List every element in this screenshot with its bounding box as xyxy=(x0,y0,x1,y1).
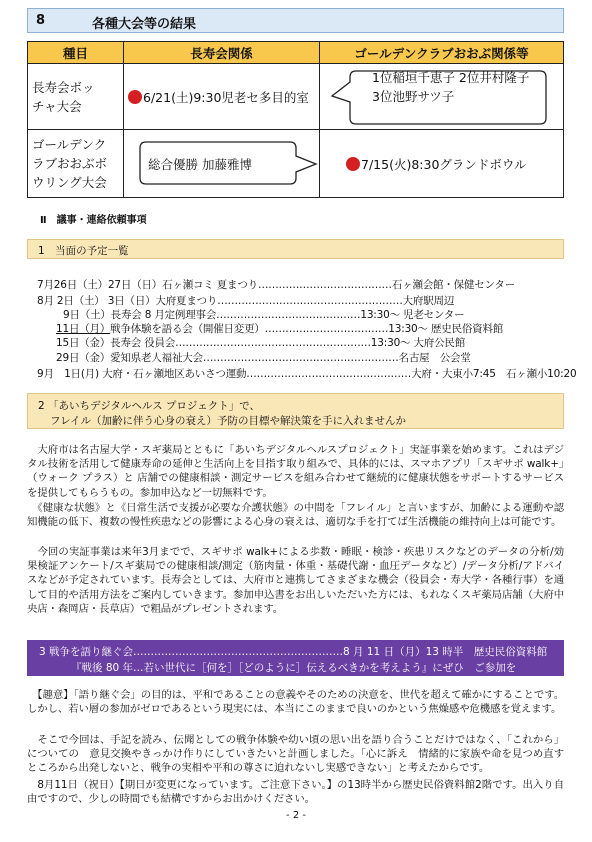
section-8-header xyxy=(27,8,564,33)
schedule-item: 9月 1日(月) 大府・石ヶ瀬地区あいさつ運動…………………………………………大府・大東小7:45 石ヶ瀬小10:20 xyxy=(37,368,577,380)
event-line: ウリング大会 xyxy=(32,175,107,190)
event-cell xyxy=(28,130,124,198)
results-table xyxy=(27,41,564,198)
chojukai-result xyxy=(128,88,309,106)
golden-result-line: 1位稲垣千恵子 2位井村隆子 xyxy=(372,70,530,85)
paragraph: そこで今回は、手記を読み、伝聞としての戦争体験や幼い頃の思い出を語り合うことだけではなく、「これから」についての 意見交換やきっかけ作りにしていきたいと計画しました。「心に訴え 情緒的に家族や命を見つめ直すところから出発しないと、戦争の実相や平和の尊さに迫れないし実感できない」と考えたからです。 xyxy=(27,734,564,775)
table-row xyxy=(28,64,564,130)
header-golden: ゴールデンクラブおおぶ関係等 xyxy=(320,42,564,64)
paragraph: 《健康な状態》と《日常生活で支援が必要な介護状態》の中間を「フレイル」と言いますが、加齢による運動や認知機能の低下、複数の慢性疾患などの影響による心身の衰えは、適切な手を打てば生活機能の維持向上は可能です。 xyxy=(27,502,564,529)
red-dot-icon xyxy=(128,90,142,104)
section-number: 8 xyxy=(36,13,46,28)
red-dot-icon xyxy=(346,157,360,171)
paragraph: 8月11日（祝日）【期日が変更になっています。ご注意下さい。】の13時半から歴史民俗資料館2階です。出入り自由ですので、少しの時間でも結構ですからお出かけください。 xyxy=(27,779,564,806)
table-row xyxy=(28,130,564,198)
chojukai-result: 総合優勝 加藤雅博 xyxy=(148,157,252,172)
subsection-3-title-line1: 3 戦争を語り継ぐ会……………………………………………………8 月 11 日（月）13 時半 歴史民俗資料館 xyxy=(39,646,548,658)
page-number: - 2 - xyxy=(286,810,306,821)
subsection-2-header xyxy=(27,393,564,429)
subsection-3-header xyxy=(27,640,564,676)
schedule-item xyxy=(56,321,503,336)
schedule-date: 11日（月） xyxy=(56,323,111,335)
paragraph: 今回の実証事業は来年3月までで、スギサポ walk+による歩数・睡眠・検診・疾患リスクなどのデータの分析/効果検証アンケート/スギ薬局での健康相談/測定（筋肉量・体重・基礎代謝・血圧データなど）/データ分析/アドバイスなどが予定されています。長寿会としては、大府市と連携してさまざまな機会（役員会・寿大学・各種行事）を通して目的や活用方法をご案内していきます。参加申込書をお出しいただいた方には、もれなくスギ薬局店舗（大府中央店・森岡店・長草店）で粗品がプレゼントされます。 xyxy=(27,546,564,615)
golden-result xyxy=(346,155,527,173)
paragraph: 大府市は名古屋大学・スギ薬局とともに「あいちデジタルヘルスプロジェクト」実証事業を始めます。これはデジタル技術を活用して健康寿命の延伸と生活向上を目指す取り組みで、具体的には、スマホアプリ「スギサポ walk+」（ウォーク プラス）と 店舗での健康相談・測定サービスを組み合わせて継続的に健康状態をサポートするサービスを提供してもらうもの。参加申込など一切無料です。 xyxy=(27,444,564,499)
event-line: 長寿会ボッ xyxy=(32,79,95,95)
chojukai-result-text: 6/21(土)9:30児老セ多目的室 xyxy=(143,90,309,105)
event-line: チャ大会 xyxy=(32,98,82,114)
header-event: 種目 xyxy=(28,42,124,64)
section-title: 各種大会等の結果 xyxy=(92,17,197,32)
header-chojukai: 長寿会関係 xyxy=(124,42,320,64)
subsection-2-title-line1: 2 「あいちデジタルヘルス プロジェクト」で、 xyxy=(38,400,260,412)
event-line: ラブおおぶボ xyxy=(32,156,108,171)
chojukai-cell xyxy=(124,64,320,130)
chojukai-cell xyxy=(124,130,320,198)
subsection-1-header xyxy=(27,239,564,259)
schedule-item: 15日（金）長寿会 役員会…………………………………………………13:30～ 大府公民館 xyxy=(56,337,465,349)
subsection-3-title-line2: 『戦後 80 年…若い世代に［何を］［どのように］伝えるべきかを考えよう』にぜひ ご参加を xyxy=(71,662,517,674)
subsection-2-title-line2: フレイル（加齢に伴う心身の衰え）予防の目標や解決策を手に入れませんか xyxy=(50,415,407,427)
schedule-text: 戦争体験を語る会（開催日変更）………………………………13:30～ 歴史民俗資料館 xyxy=(110,323,504,335)
paragraph: 【趣意】「語り継ぐ会」の目的は、平和であることの意義やそのための決意を、世代を超えて確かにすることです。しかし、若い層の参加がゼロであるという現実には、本当にこのままで良いのかという焦燥感や危機感を覚えます。 xyxy=(27,689,564,716)
golden-result-text: 7/15(火)8:30グランドボウル xyxy=(361,157,527,172)
schedule-item: 8月 2日（土） 3日（日）大府夏まつり………………………………………………大府駅周辺 xyxy=(37,295,455,307)
event-line: ゴールデンク xyxy=(32,137,107,152)
table-header-row xyxy=(28,42,564,64)
golden-cell xyxy=(320,64,564,130)
section-2-title: Ⅱ 議事・連絡依頼事項 xyxy=(40,215,147,226)
schedule-item: 29日（金）愛知県老人福祉大会…………………………………………………名古屋 公会堂 xyxy=(56,352,471,364)
schedule-item: 7月26日（土）27日（日）石ヶ瀬コミ 夏まつり…………………………………石ヶ瀬会館・保健センター xyxy=(37,279,516,291)
event-cell xyxy=(28,64,124,130)
schedule-item: 9日（土）長寿会 8 月定例理事会……………………………………13:30～ 児老センター xyxy=(63,309,465,321)
golden-cell xyxy=(320,130,564,198)
subsection-1-title: 1 当面の予定一覧 xyxy=(38,245,129,257)
golden-result-line: 3位池野サツ子 xyxy=(372,89,455,104)
